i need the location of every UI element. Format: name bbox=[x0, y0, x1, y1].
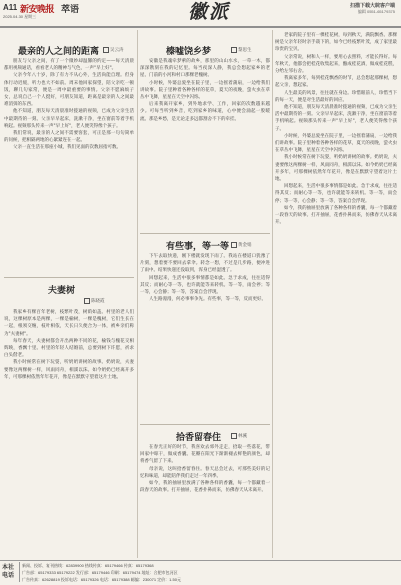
paragraph: 如今，我的抽屉里放满了各种各样的香囊，每一个都藏着一段春天的故事。打开抽屉，花香扑鼻而来，仿佛春天从未离开。 bbox=[140, 481, 270, 494]
masthead-info bbox=[300, 3, 395, 15]
paragraph: 父亲常说，树和人一样，要用心去照料，才能长得好。每年秋天，他都会把桂花收集起来，酿成桂花酒，做成桂花糕，分给左邻右舍。 bbox=[275, 54, 397, 75]
article-byline: 黎思生 bbox=[231, 47, 252, 53]
paper-logo: 新安晚报 bbox=[20, 5, 55, 15]
article-title: 最亲的人之间的距离 bbox=[18, 47, 100, 57]
masthead bbox=[0, 0, 401, 26]
paragraph: 我小时候常在树下玩耍，听奶奶讲树的故事。奶奶说，夫妻要像这两棵树一样，风雨同舟，相濡以沫。如今奶奶已经离开多年，可那棵树依然年年花开，像是在默默守望着这片土地。 bbox=[275, 155, 397, 183]
article-byline: 林溪 bbox=[231, 433, 247, 439]
paragraph: 老家的院子里有一棵桂花树，每到秋天，满院飘香。那棵树是父亲年轻时亲手栽下的，如今已经枝繁叶茂，成了家里最珍贵的宝贝。 bbox=[275, 33, 397, 53]
column-divider bbox=[137, 30, 138, 558]
footer bbox=[0, 560, 401, 585]
paragraph: 小时候，外婆总爱坐在院子里，一边摇着蒲扇，一边给我们讲故事。院子里种着各种各样的花草，夏天的夜晚，萤火虫在草丛中飞舞，星星在天空中闪烁。 bbox=[140, 80, 270, 101]
article-title: 夫妻树 bbox=[48, 286, 76, 296]
dateline: 2025.04.30 星期三 bbox=[3, 14, 37, 19]
footer-divider bbox=[19, 562, 20, 582]
footer-line: 新闻、投诉、复刊热线：62839900 热线传真：65179466 传真：65179368 bbox=[22, 563, 154, 568]
footer-line: 广告传真：62628819 投诉电话：65179326 电话：65179388 邮编：230071 定价：1.50元 bbox=[22, 577, 181, 582]
masthead-info-line1: 扫描下载大皖客户端 bbox=[349, 3, 395, 9]
paragraph: 在春光正好的时节，我喜欢去郊外走走，拾取一些落花，带回家中晾干，做成香囊。花瓣在阳光下渐渐褪去鲜艳的颜色，却将香气留了下来。 bbox=[140, 445, 270, 465]
footer-line: 广告部：65179333 65179222 发行部：65179446 印刷：65179474 地址：合肥市包河区 bbox=[22, 570, 178, 575]
article-byline: 黄金娟 bbox=[231, 242, 252, 248]
paragraph: 回想起来，生活中很多事情都是如此。急于求成，往往适得其反；而耐心等一等，也许就能等来转机。等一等，雨会停；等一等，心会静；等一等，答案自会浮现。 bbox=[275, 184, 397, 204]
brand-title bbox=[188, 2, 264, 23]
column-divider bbox=[272, 30, 273, 558]
page-number: A11 bbox=[3, 3, 18, 12]
masthead-info-line2: 编辑 0551-65179375 bbox=[357, 9, 395, 14]
paragraph: 父亲今年八十岁，除了有力不从心外，生活尚能自理。但身体行动迟缓，听力也大不如前。周末他回家探望，陪父亲吃一顿饭，聊几句家常，便是一周中最重要的事情。父亲不愿麻烦子女，总说自己一个人挺好，可朋友知道，距离是最亲的人之间最难消弭的东西。 bbox=[4, 73, 134, 108]
article-title: 拾香留春住 bbox=[176, 433, 222, 443]
brand-text: 徽派 bbox=[188, 1, 231, 23]
section-tag: 萃语 bbox=[61, 5, 80, 15]
article-body bbox=[4, 309, 134, 557]
article-body bbox=[4, 58, 134, 274]
paragraph: 小时候，外婆总爱坐在院子里，一边摇着蒲扇，一边给我们讲故事。院子里种着各种各样的花草，夏天的夜晚，萤火虫在草丛中飞舞，星星在天空中闪烁。 bbox=[275, 133, 397, 154]
footer-label: 本社电话 bbox=[2, 564, 15, 579]
article-body bbox=[140, 444, 270, 557]
article-title: 有些事，等一等 bbox=[166, 242, 230, 252]
paragraph: 人生最美的风景，往往就在身边。珍惜眼前人，珍惜当下的每一天，便是对生活最好的回应。 bbox=[275, 90, 397, 103]
paragraph: 他不知道，朋友每天清晨准时拨通的视频，已成为父亲生活中最期待的一刻。父亲早早起床，洗漱干净，坐在窗前等着手机响起。视频那头传来一声"早上好"，老人便笑得像个孩子。 bbox=[4, 109, 134, 129]
paragraph: 回想起来，生活中很多事情都是如此。急于求成，往往适得其反；而耐心等一等，也许就能等来转机。等一等，雨会停；等一等，心会静；等一等，答案自会浮现。 bbox=[140, 275, 270, 296]
paragraph: 我小时候常在树下玩耍，听奶奶讲树的故事。奶奶说，夫妻要像这两棵树一样，风雨同舟，相濡以沫。如今奶奶已经离开多年，可那棵树依然年年花开，像是在默默守望着这片土地。 bbox=[4, 360, 134, 380]
paragraph: 我家乡有棵百年老树，枝繁叶茂，树荫如盖。村里的老人们说，这棵树原本是两棵，一棵是榆树，一棵是槐树，它们生长在一起，根须交缠，枝叶相依，天长日久便合为一体，被乡亲们称为"夫妻树"。 bbox=[4, 310, 134, 337]
article-byline: 吴云涛 bbox=[103, 47, 124, 53]
paragraph: 每年春天，夫妻树都会开出两种不同的花，榆钱与槐花交相辉映，香飘十里。村里的年轻人结婚前，总要到树下许愿，祈求白头偕老。 bbox=[4, 338, 134, 359]
paragraph: 如今，我的抽屉里放满了各种各样的香囊，每一个都藏着一段春天的故事。打开抽屉，花香扑鼻而来，仿佛春天从未离开。 bbox=[275, 205, 397, 226]
paragraph: 他不知道，朋友每天清晨准时拨通的视频，已成为父亲生活中最期待的一刻。父亲早早起床，洗漱干净，坐在窗前等着手机响起。视频那头传来一声"早上好"，老人便笑得像个孩子。 bbox=[275, 105, 397, 132]
paragraph: 父亲一直生活在那座小城，我们见面的次数屈指可数。 bbox=[13, 145, 121, 151]
paragraph: 下午去取快递，刚下楼就发现下雨了。我站在楼道口犹豫了片刻，想着要不要回去拿伞。转念一想，不过是几步路，便冲进了雨中。结果快递还没取到，浑身已经湿透了。 bbox=[140, 254, 270, 274]
article-body bbox=[140, 58, 270, 230]
paragraph: 安徽是我魂牵梦萦的故乡，那里的山山水水，一草一木，都深深镌刻在我的记忆里。每当夜深人静，我总会想起家乡的老屋、门前的小河和村口那棵老槐树。 bbox=[140, 59, 270, 79]
paragraph: 后来我离开家乡，到外地求学、工作，回家的次数越来越少。可每当听到乡音，吃到家乡的味道，心中便会涌起一股暖流。那是乡愁，是无论走多远都割舍不下的牵挂。 bbox=[140, 102, 270, 122]
paragraph: 人生路漫漫，何必事事争先。有些事，等一等，反而更好。 bbox=[149, 297, 266, 303]
article-title: 榛嘘饶乡梦 bbox=[166, 47, 212, 57]
masthead-rule bbox=[0, 26, 401, 28]
section-divider bbox=[4, 277, 134, 278]
paragraph: 我离家多年，每到桂花飘香的时节，总会想起那棵树，想起父亲，想起家。 bbox=[275, 76, 397, 89]
paragraph: 母亲说，这叫拾香留春住。春天总会过去，可那些美好的记忆和味道，却能陪伴我们走过一年四季。 bbox=[140, 466, 270, 479]
article-body bbox=[140, 253, 270, 421]
paragraph: 朋友与父亲之间，有了一个微妙却温馨的约定——每天清晨都用视频通话，看看老人的精神与气色，一声"早上好"。 bbox=[4, 59, 134, 72]
section-divider bbox=[140, 424, 270, 425]
paragraph: 我们常说，最亲的人之间不需要客套，可正是那一句句简单的问候，把相隔两地的心紧紧连在一起。 bbox=[4, 131, 134, 144]
article-body bbox=[275, 32, 397, 557]
section-divider bbox=[140, 233, 270, 234]
article-byline: 陈晓霞 bbox=[84, 298, 105, 304]
